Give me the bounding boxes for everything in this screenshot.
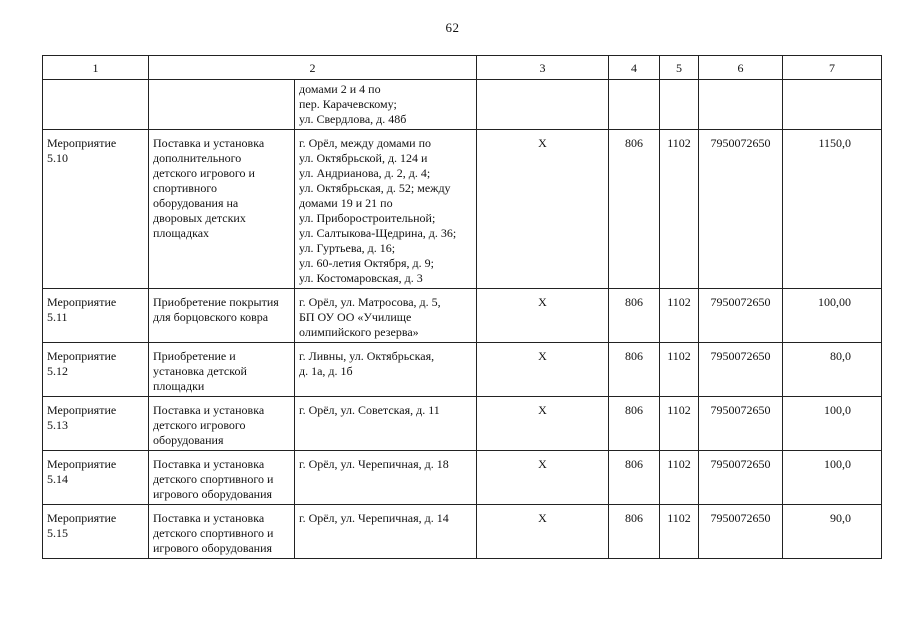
cell-mark: Х — [477, 130, 609, 289]
cell-code5: 1102 — [660, 451, 699, 505]
cell-description: Поставка и установка детского игрового оборудования — [149, 397, 295, 451]
cell-code4 — [609, 80, 660, 130]
table-row — [43, 505, 882, 559]
cell-code5 — [660, 80, 699, 130]
cell-code6: 7950072650 — [699, 289, 783, 343]
table-row-continuation — [43, 80, 882, 130]
header-cell-6: 6 — [699, 56, 783, 80]
cell-address: г. Орёл, ул. Советская, д. 11 — [295, 397, 477, 451]
header-cell-4: 4 — [609, 56, 660, 80]
cell-event: Мероприятие 5.13 — [43, 397, 149, 451]
cell-event: Мероприятие 5.15 — [43, 505, 149, 559]
header-cell-1: 1 — [43, 56, 149, 80]
cell-description: Поставка и установка дополнительного детского игрового и спортивного оборудования на дворовых детских площадках — [149, 130, 295, 289]
cell-amount: 100,00 — [783, 289, 882, 343]
cell-code6: 7950072650 — [699, 451, 783, 505]
cell-description: Приобретение покрытия для борцовского ковра — [149, 289, 295, 343]
table-row — [43, 451, 882, 505]
cell-event: Мероприятие 5.14 — [43, 451, 149, 505]
header-cell-7: 7 — [783, 56, 882, 80]
cell-address: г. Ливны, ул. Октябрьская, д. 1а, д. 1б — [295, 343, 477, 397]
cell-code6 — [699, 80, 783, 130]
cell-code4: 806 — [609, 451, 660, 505]
table-row — [43, 130, 882, 289]
cell-code6: 7950072650 — [699, 505, 783, 559]
cell-mark: Х — [477, 289, 609, 343]
cell-amount: 80,0 — [783, 343, 882, 397]
cell-description: Поставка и установка детского спортивного и игрового оборудования — [149, 451, 295, 505]
cell-address: г. Орёл, ул. Матросова, д. 5, БП ОУ ОО «Училище олимпийского резерва» — [295, 289, 477, 343]
cell-event — [43, 80, 149, 130]
cell-address: г. Орёл, ул. Черепичная, д. 14 — [295, 505, 477, 559]
header-cell-3: 3 — [477, 56, 609, 80]
table-header-row — [43, 56, 882, 80]
cell-code5: 1102 — [660, 289, 699, 343]
cell-mark: Х — [477, 505, 609, 559]
cell-mark: Х — [477, 397, 609, 451]
cell-code5: 1102 — [660, 343, 699, 397]
cell-mark: Х — [477, 451, 609, 505]
page-number: 62 — [445, 20, 460, 35]
cell-address: г. Орёл, ул. Черепичная, д. 18 — [295, 451, 477, 505]
cell-code4: 806 — [609, 289, 660, 343]
header-cell-2: 2 — [149, 56, 477, 80]
cell-description: Поставка и установка детского спортивного и игрового оборудования — [149, 505, 295, 559]
cell-code6: 7950072650 — [699, 130, 783, 289]
program-table — [42, 55, 882, 559]
cell-amount: 90,0 — [783, 505, 882, 559]
cell-code6: 7950072650 — [699, 397, 783, 451]
cell-code4: 806 — [609, 397, 660, 451]
cell-code4: 806 — [609, 130, 660, 289]
table-row — [43, 397, 882, 451]
cell-event: Мероприятие 5.10 — [43, 130, 149, 289]
cell-mark: Х — [477, 343, 609, 397]
cell-code4: 806 — [609, 505, 660, 559]
cell-code5: 1102 — [660, 130, 699, 289]
table-row — [43, 343, 882, 397]
table-body — [43, 56, 882, 559]
cell-amount: 1150,0 — [783, 130, 882, 289]
cell-description — [149, 80, 295, 130]
cell-address: домами 2 и 4 по пер. Карачевскому; ул. Свердлова, д. 48б — [295, 80, 477, 130]
cell-address: г. Орёл, между домами по ул. Октябрьской, д. 124 и ул. Андрианова, д. 2, д. 4; ул. Октябрьская, д. 52; между домами 19 и 21 по ул. Приборостроительной; ул. Салтыкова-Щедрина, д. 36; ул. Гуртьева, д. 16; ул. 60-летия Октября, д. 9; ул. Костомаровская, д. 3 — [295, 130, 477, 289]
header-cell-5: 5 — [660, 56, 699, 80]
cell-amount — [783, 80, 882, 130]
cell-code6: 7950072650 — [699, 343, 783, 397]
cell-amount: 100,0 — [783, 397, 882, 451]
table-row — [43, 289, 882, 343]
cell-code4: 806 — [609, 343, 660, 397]
cell-description: Приобретение и установка детской площадки — [149, 343, 295, 397]
cell-event: Мероприятие 5.12 — [43, 343, 149, 397]
cell-amount: 100,0 — [783, 451, 882, 505]
cell-code5: 1102 — [660, 397, 699, 451]
cell-code5: 1102 — [660, 505, 699, 559]
cell-mark — [477, 80, 609, 130]
cell-event: Мероприятие 5.11 — [43, 289, 149, 343]
